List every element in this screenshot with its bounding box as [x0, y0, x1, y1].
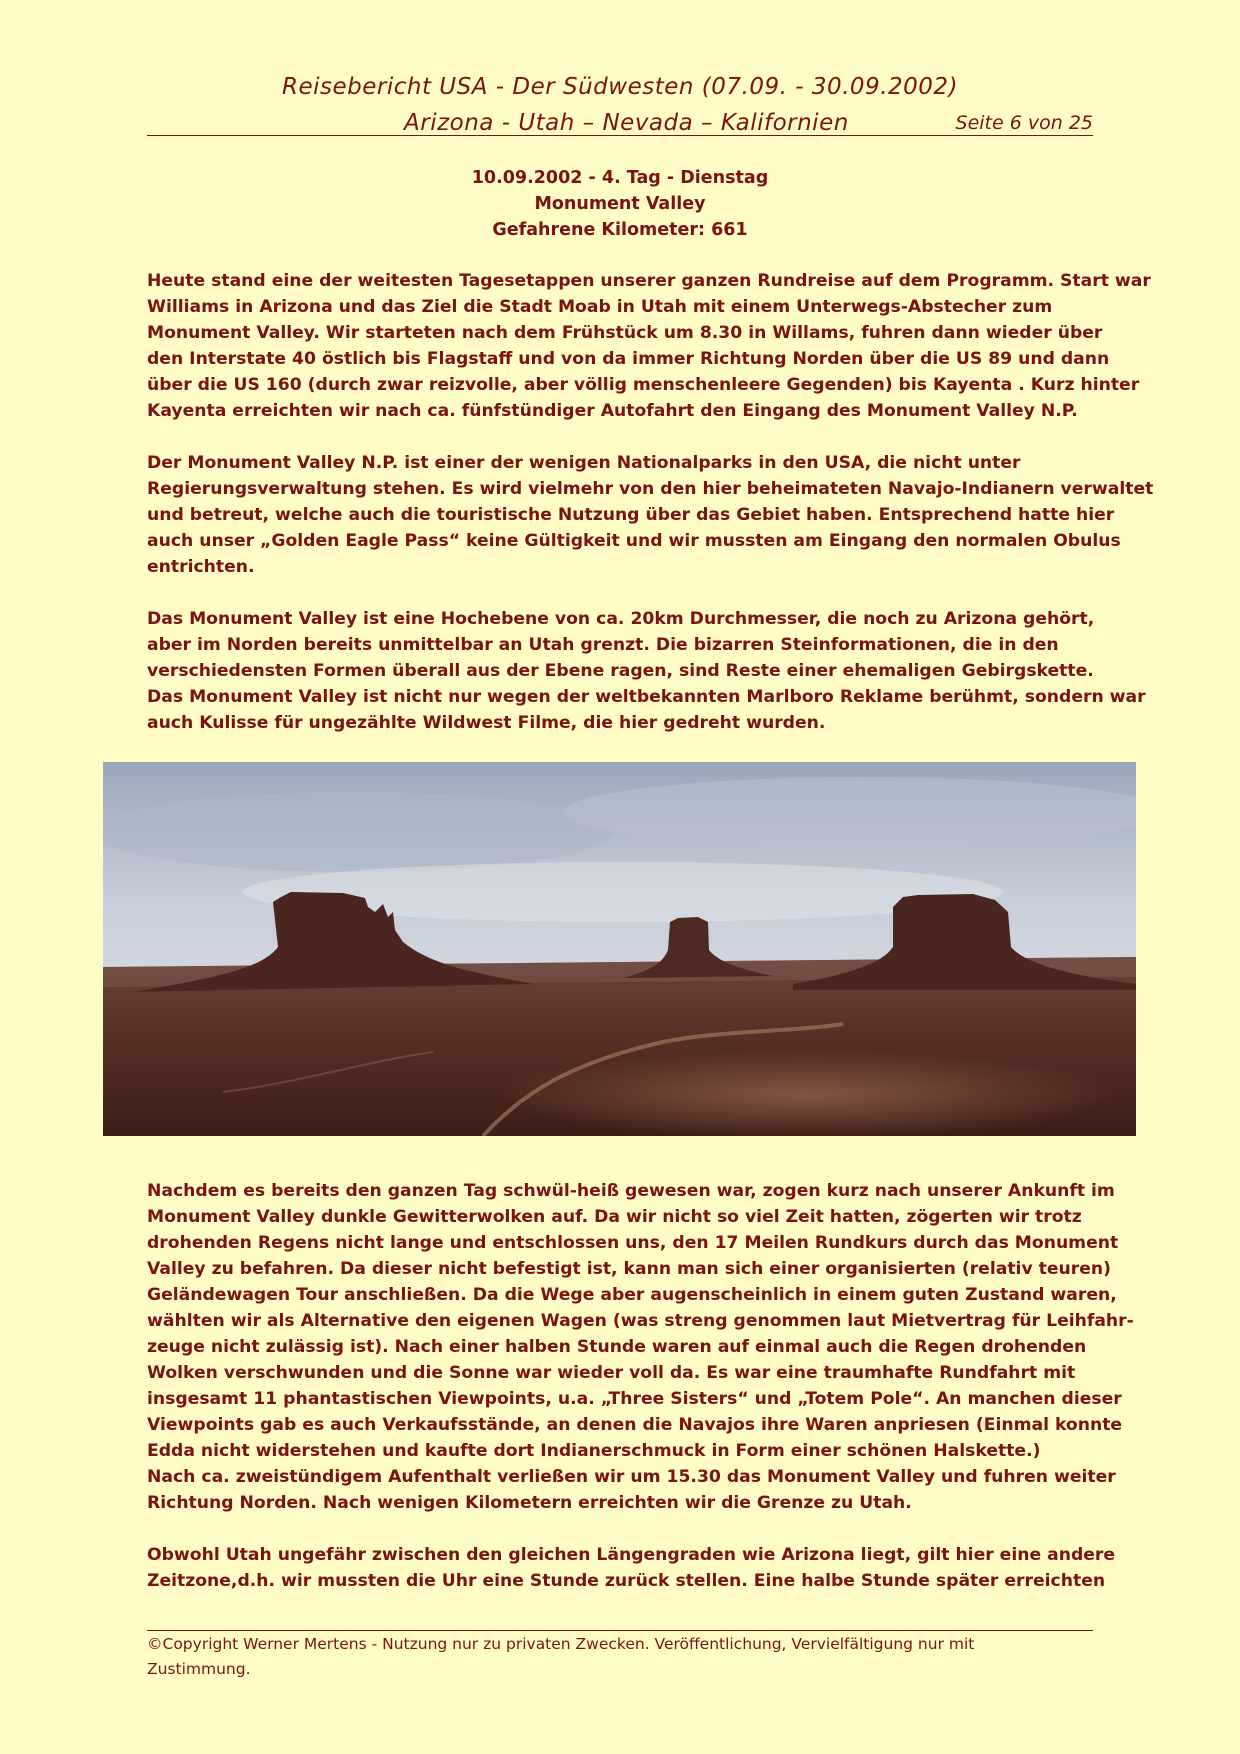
text-line: auch Kulisse für ungezählte Wildwest Filme, die hier gedreht wurden. [147, 713, 826, 733]
paragraph-utah [147, 1542, 1116, 1594]
text-line: Richtung Norden. Nach wenigen Kilometern erreichten wir die Grenze zu Utah. [147, 1493, 912, 1513]
text-line: Wolken verschwunden und die Sonne war wieder voll da. Es war eine traumhafte Rundfahrt mit [147, 1363, 1076, 1383]
text-line: Edda nicht widerstehen und kaufte dort Indianerschmuck in Form einer schönen Halskette.) [147, 1441, 1041, 1461]
day-heading [0, 165, 1240, 243]
text-line: verschiedensten Formen überall aus der Ebene ragen, sind Reste einer ehemaligen Gebirgskette. [147, 661, 1094, 681]
footer-divider [147, 1630, 1093, 1631]
text-line: Obwohl Utah ungefähr zwischen den gleichen Längengraden wie Arizona liegt, gilt hier eine andere [147, 1545, 1116, 1565]
text-line: entrichten. [147, 557, 255, 577]
page-number: Seite 6 von 25 [955, 112, 1093, 134]
text-line: Heute stand eine der weitesten Tagesetappen unserer ganzen Rundreise auf dem Programm. Start war [147, 271, 1151, 291]
text-line: zeuge nicht zulässig ist). Nach einer halben Stunde waren auf einmal auch die Regen drohenden [147, 1337, 1087, 1357]
text-line: Der Monument Valley N.P. ist einer der wenigen Nationalparks in den USA, die nicht unter [147, 453, 1021, 473]
monument-valley-photo [103, 762, 1136, 1136]
text-line: Das Monument Valley ist eine Hochebene von ca. 20km Durchmesser, die noch zu Arizona gehört, [147, 609, 1095, 629]
text-line: über die US 160 (durch zwar reizvolle, aber völlig menschenleere Gegenden) bis Kayenta . Kurz hinter [147, 375, 1140, 395]
text-line: Monument Valley dunkle Gewitterwolken auf. Da wir nicht so viel Zeit hatten, zögerten wir trotz [147, 1207, 1082, 1227]
paragraph-national-park [147, 450, 1154, 580]
text-line: Kayenta erreichten wir nach ca. fünfstündiger Autofahrt den Eingang des Monument Valley N.P. [147, 401, 1078, 421]
text-line: wählten wir als Alternative den eigenen Wagen (was streng genommen laut Mietvertrag für Leihfahr- [147, 1311, 1134, 1331]
paragraph-tour [147, 1178, 1134, 1516]
paragraph-intro [147, 268, 1151, 424]
text-line: aber im Norden bereits unmittelbar an Utah grenzt. Die bizarren Steinformationen, die in den [147, 635, 1059, 655]
document-title: Reisebericht USA - Der Südwesten (07.09. - 30.09.2002) [281, 74, 958, 100]
text-line: Zeitzone,d.h. wir mussten die Uhr eine Stunde zurück stellen. Eine halbe Stunde später erreichten [147, 1571, 1106, 1591]
day-distance-line: Gefahrene Kilometer: 661 [492, 220, 748, 240]
text-line: Das Monument Valley ist nicht nur wegen der weltbekannten Marlboro Reklame berühmt, sondern war [147, 687, 1146, 707]
text-line: Regierungsverwaltung stehen. Es wird vielmehr von den hier beheimateten Navajo-Indianern verwaltet [147, 479, 1154, 499]
text-line: Viewpoints gab es auch Verkaufsstände, an denen die Navajos ihre Waren anpriesen (Einmal konnte [147, 1415, 1123, 1435]
text-line: den Interstate 40 östlich bis Flagstaff und von da immer Richtung Norden über die US 89 und dann [147, 349, 1110, 369]
text-line: Williams in Arizona und das Ziel die Stadt Moab in Utah mit einem Unterwegs-Abstecher zum [147, 297, 1053, 317]
document-subtitle: Arizona - Utah – Nevada – Kalifornien [404, 110, 849, 136]
text-line: Nach ca. zweistündigem Aufenthalt verließen wir um 15.30 das Monument Valley und fuhren weiter [147, 1467, 1116, 1487]
header-divider [147, 135, 1093, 136]
text-line: auch unser „Golden Eagle Pass“ keine Gültigkeit und wir mussten am Eingang den normalen Obulus [147, 531, 1121, 551]
text-line: Nachdem es bereits den ganzen Tag schwül-heiß gewesen war, zogen kurz nach unserer Ankunft im [147, 1181, 1115, 1201]
text-line: drohenden Regens nicht lange und entschlossen uns, den 17 Meilen Rundkurs durch das Monument [147, 1233, 1119, 1253]
text-line: Geländewagen Tour anschließen. Da die Wege aber augenscheinlich in einem guten Zustand waren, [147, 1285, 1117, 1305]
text-line: und betreut, welche auch die touristische Nutzung über das Gebiet haben. Entsprechend hatte hier [147, 505, 1115, 525]
paragraph-landscape [147, 606, 1146, 736]
text-line: Valley zu befahren. Da dieser nicht befestigt ist, kann man sich einer organisierten (relativ teuren) [147, 1259, 1111, 1279]
footer-line: Zustimmung. [147, 1660, 251, 1678]
footer-line: ©Copyright Werner Mertens - Nutzung nur zu privaten Zwecken. Veröffentlichung, Vervielfältigung nur mit [147, 1635, 975, 1653]
copyright-footer [147, 1632, 1093, 1682]
text-line: Monument Valley. Wir starteten nach dem Frühstück um 8.30 in Willams, fuhren dann wieder über [147, 323, 1103, 343]
day-location-line: Monument Valley [534, 194, 706, 214]
day-date-line: 10.09.2002 - 4. Tag - Dienstag [471, 168, 769, 188]
text-line: insgesamt 11 phantastischen Viewpoints, u.a. „Three Sisters“ und „Totem Pole“. An manchen dieser [147, 1389, 1122, 1409]
